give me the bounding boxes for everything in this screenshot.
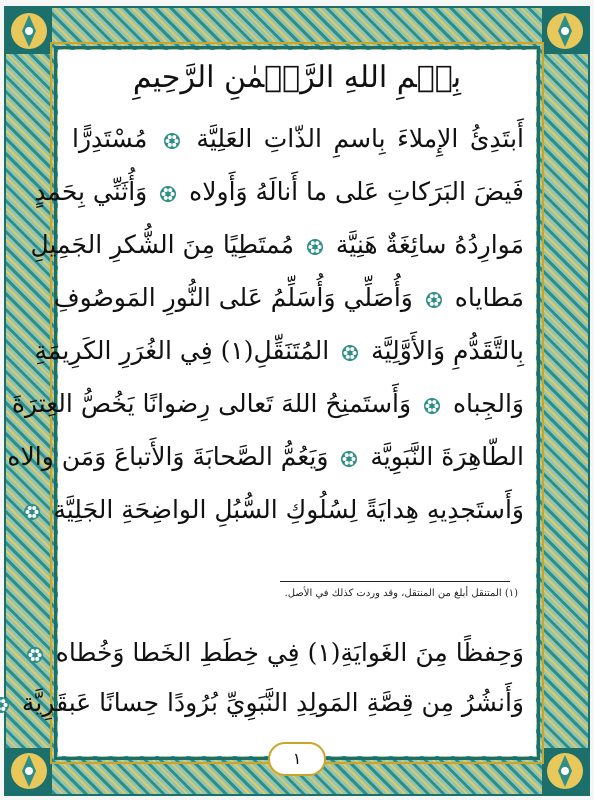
verse-hemistich-right: وَأَنشُرُ مِن قِصَّةِ المَولِدِ النَّبَوِيِّ بُرُودًا حِسانًا عَبقَرِيَّة [21,688,524,717]
verse-hemistich-right: وَحِفظًا مِنَ الغَوايَةِ(١) فِي خِطَطِ الخَطا وَخُطاه [55,638,524,667]
corner-ornament-icon [6,748,52,794]
footnote-divider [280,581,510,582]
verse-line [11,377,524,430]
verse-separator-icon [341,344,359,362]
verse-separator-icon [163,132,181,150]
verse-hemistich-left: وَأَستَمنِحُ اللهَ تَعالى رِضوانًا يَخُصُّ العِترَةَ [11,389,412,418]
verse-hemistich-right: وَالجِباه [452,389,524,418]
verse-hemistich-right: وَأَستَجدِيهِ هِدايَةً لِسُلُوكِ السُّبُلِ الواضِحَةِ الجَلِيَّة [53,495,524,524]
verse-separator-icon [306,238,324,256]
corner-ornament-icon [6,8,52,54]
verse-hemistich-left: مُمتَطِيًا مِنَ الشُّكرِ الجَمِيلِ [30,230,294,259]
verse-hemistich-right: أَبتَدِئُ الإِملاءَ بِاسمِ الذّاتِ العَلِيَّة [196,124,525,153]
basmala-heading: بِسۡمِ اللهِ الرَّحۡمٰنِ الرَّحِيمِ [132,60,462,95]
verse-line [55,628,524,678]
verse-separator-icon [26,646,44,664]
corner-ornament-icon [542,8,588,54]
verse-hemistich-right: الطّاهِرَةَ النَّبَوِيَّة [370,442,524,471]
verse-line [21,678,524,728]
verse-separator-icon [0,696,10,714]
verse-hemistich-left: وَأُثَنِّي بِحَمدٍ [34,177,148,206]
verse-line [30,218,524,271]
verse-hemistich-right: مَطاياه [454,283,524,312]
verse-separator-icon [340,450,358,468]
verse-separator-icon [425,291,443,309]
footnote-text: (١) المتنقل أبلغ من المنتقل، وقد وردت كذلك في الأصل. [284,588,518,599]
verse-hemistich-right: فَيضَ البَرَكاتِ عَلى ما أَنالَهُ وَأَولاه [189,177,524,206]
verse-line [34,165,524,218]
verse-hemistich-right: بِالتَّقَدُّمِ وَالأَوَّلِيَّة [371,336,524,365]
verse-line [72,112,524,165]
corner-ornament-icon [542,748,588,794]
verse-hemistich-left: وَأُصَلِّي وَأُسَلِّمُ عَلى النُّورِ المَوصُوفِ [53,283,413,312]
verse-line [7,430,524,483]
verse-separator-icon [423,397,441,415]
verse-separator-icon [159,185,177,203]
verse-block-after-footnote [21,628,524,728]
verse-line [34,324,524,377]
verse-hemistich-right: مَوارِدُهُ سائِغَةٌ هَنِيَّة [335,230,524,259]
verse-hemistich-left: وَيَعُمُّ الصَّحابَةَ وَالأَتباعَ وَمَن والاه [7,442,329,471]
verse-hemistich-left: المُتَنَقِّلِ(١) فِي الغُرَرِ الكَرِيمَةِ [34,336,330,365]
verse-separator-icon [23,503,41,521]
verse-hemistich-left: مُسْتَدِرًّا [72,124,148,153]
page-number: ١ [292,749,302,768]
verse-block [7,112,525,536]
verse-line [53,483,524,536]
verse-line [53,271,524,324]
